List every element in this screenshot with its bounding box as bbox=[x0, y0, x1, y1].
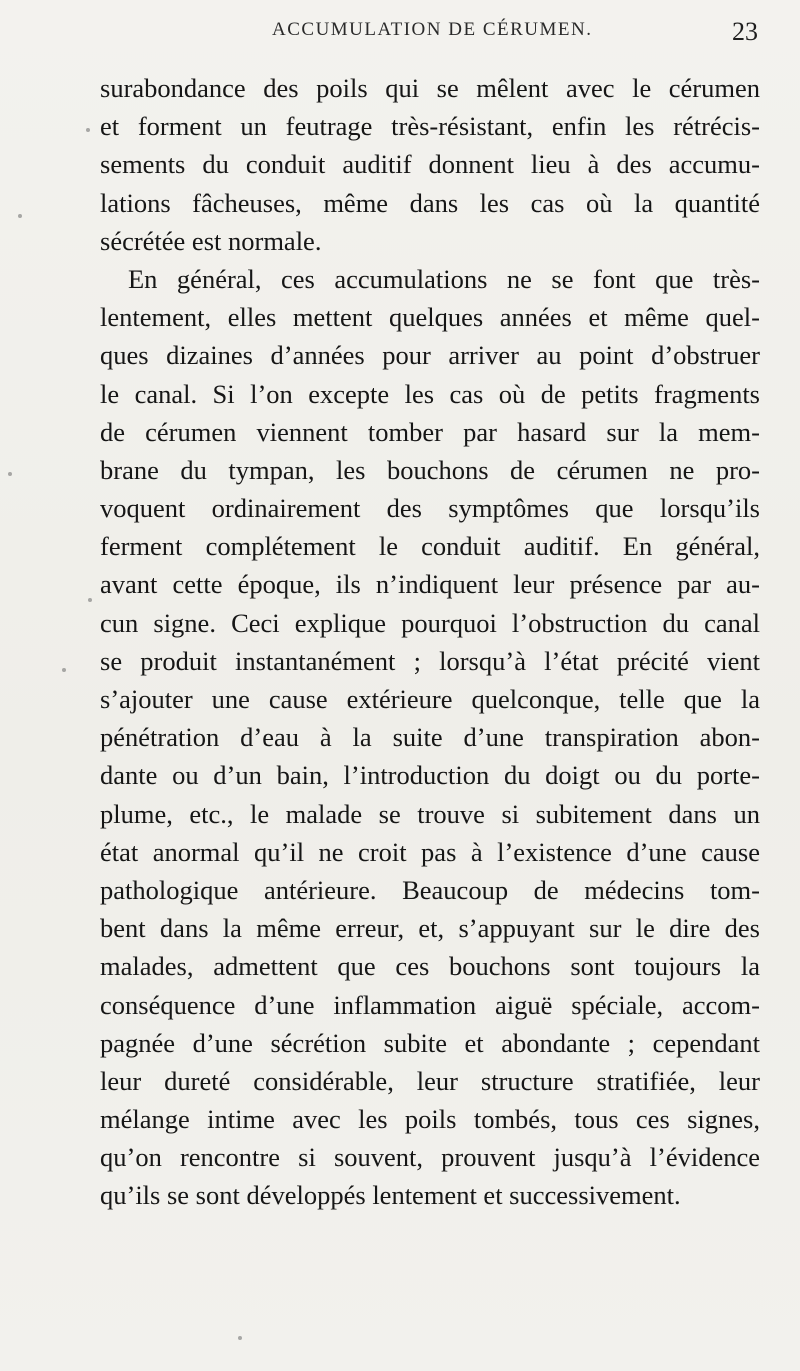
text-line: ferment complétement le conduit auditif. En général, bbox=[100, 531, 760, 562]
text-line: sécrétée est normale. bbox=[100, 225, 322, 256]
text-line: plume, etc., le malade se trouve si subitement dans un bbox=[100, 798, 760, 829]
ink-speck bbox=[238, 1336, 242, 1340]
running-head: ACCUMULATION DE CÉRUMEN. bbox=[272, 19, 593, 40]
text-line: le canal. Si l’on excepte les cas où de petits fragments bbox=[100, 378, 760, 409]
text-line: qu’on rencontre si souvent, prouvent jusqu’à l’évidence bbox=[100, 1142, 760, 1173]
ink-speck bbox=[18, 214, 22, 218]
text-line: cun signe. Ceci explique pourquoi l’obstruction du canal bbox=[100, 607, 760, 638]
text-line: lations fâcheuses, même dans les cas où la quantité bbox=[100, 187, 760, 218]
paragraph-first-line: En général, ces accumulations ne se font que très- bbox=[128, 263, 760, 294]
text-line: pénétration d’eau à la suite d’une transpiration abon- bbox=[100, 722, 760, 753]
text-line: état anormal qu’il ne croit pas à l’existence d’une cause bbox=[100, 836, 760, 867]
page-number: 23 bbox=[732, 17, 758, 46]
text-line: se produit instantanément ; lorsqu’à l’état précité vient bbox=[100, 645, 760, 676]
text-line: avant cette époque, ils n’indiquent leur présence par au- bbox=[100, 569, 760, 600]
text-line: ques dizaines d’années pour arriver au point d’obstruer bbox=[100, 340, 760, 371]
text-line: pagnée d’une sécrétion subite et abondante ; cependant bbox=[100, 1027, 760, 1058]
text-line: leur dureté considérable, leur structure stratifiée, leur bbox=[100, 1065, 760, 1096]
text-line: mélange intime avec les poils tombés, tous ces signes, bbox=[100, 1104, 760, 1135]
text-line: lentement, elles mettent quelques années et même quel- bbox=[100, 302, 760, 333]
text-line: dante ou d’un bain, l’introduction du doigt ou du porte- bbox=[100, 760, 760, 791]
ink-speck bbox=[88, 598, 92, 602]
text-line: de cérumen viennent tomber par hasard sur la mem- bbox=[100, 416, 760, 447]
text-line: surabondance des poils qui se mêlent avec le cérumen bbox=[100, 73, 760, 103]
ink-speck bbox=[62, 668, 66, 672]
ink-speck bbox=[86, 128, 90, 132]
text-line: sements du conduit auditif donnent lieu à des accumu- bbox=[100, 149, 760, 180]
text-line: brane du tympan, les bouchons de cérumen ne pro- bbox=[100, 454, 760, 485]
text-line: pathologique antérieure. Beaucoup de médecins tom- bbox=[100, 874, 760, 905]
text-line: et forment un feutrage très-résistant, enfin les rétrécis- bbox=[100, 111, 760, 142]
page-header bbox=[100, 19, 760, 53]
text-line: bent dans la même erreur, et, s’appuyant sur le dire des bbox=[100, 913, 760, 944]
ink-speck bbox=[8, 472, 12, 476]
text-line: conséquence d’une inflammation aiguë spéciale, accom- bbox=[100, 989, 760, 1020]
text-line: qu’ils se sont développés lentement et successivement. bbox=[100, 1180, 681, 1211]
text-line: s’ajouter une cause extérieure quelconque, telle que la bbox=[100, 684, 760, 714]
text-line: voquent ordinairement des symptômes que lorsqu’ils bbox=[100, 493, 760, 524]
text-line: malades, admettent que ces bouchons sont toujours la bbox=[100, 951, 760, 982]
body-text bbox=[100, 69, 760, 1215]
